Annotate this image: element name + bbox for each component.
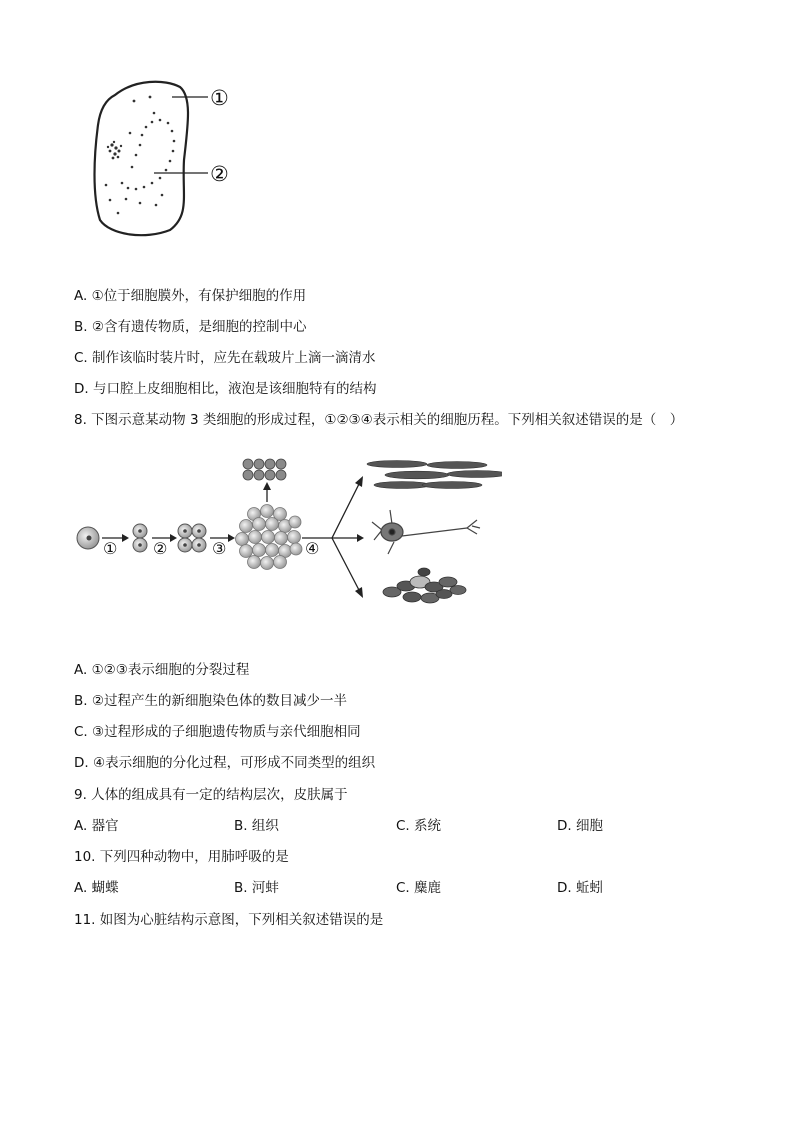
q9-stem: 9. 人体的组成具有一定的结构层次，皮肤属于 — [74, 787, 348, 803]
figure2-step-4: ④ — [305, 539, 320, 558]
blood-cells — [383, 568, 466, 603]
nerve-cell — [372, 510, 480, 554]
q9-option-a: A. 器官 — [74, 818, 119, 834]
q8-option-a: A. ①②③表示细胞的分裂过程 — [74, 662, 250, 678]
q7-option-d: D. 与口腔上皮细胞相比，液泡是该细胞特有的结构 — [74, 381, 377, 397]
q9-option-c: C. 系统 — [396, 818, 442, 834]
q7-option-a: A. ①位于细胞膜外，有保护细胞的作用 — [74, 288, 307, 304]
four-cells — [178, 524, 206, 552]
figure2-step-3: ③ — [212, 539, 227, 558]
q10-option-d: D. 蚯蚓 — [557, 880, 603, 896]
cell-wall-outline — [95, 82, 189, 235]
figure2-step-2: ② — [153, 539, 168, 558]
figure2-step-1: ① — [103, 539, 118, 558]
q9-option-b: B. 组织 — [234, 818, 279, 834]
q9-option-d: D. 细胞 — [557, 818, 603, 834]
cell-mass — [236, 505, 303, 570]
two-cells — [133, 524, 147, 552]
figure1-label-2: ② — [210, 162, 229, 186]
cell-tile — [243, 459, 286, 480]
q7-option-c: C. 制作该临时装片时，应先在载玻片上滴一滴清水 — [74, 350, 376, 366]
q10-stem: 10. 下列四种动物中，用肺呼吸的是 — [74, 849, 289, 865]
muscle-cells — [367, 461, 502, 489]
q10-option-c: C. 麋鹿 — [396, 880, 442, 896]
q10-option-b: B. 河蚌 — [234, 880, 279, 896]
q8-option-c: C. ③过程形成的子细胞遗传物质与亲代细胞相同 — [74, 724, 361, 740]
q8-option-d: D. ④表示细胞的分化过程，可形成不同类型的组织 — [74, 755, 376, 771]
q7-option-b: B. ②含有遗传物质，是细胞的控制中心 — [74, 319, 307, 335]
q8-option-b: B. ②过程产生的新细胞染色体的数目减少一半 — [74, 693, 347, 709]
plant-cell-figure — [80, 75, 260, 245]
q10-option-a: A. 蝴蝶 — [74, 880, 119, 896]
cell-differentiation-figure — [72, 452, 502, 612]
figure1-label-1: ① — [210, 86, 229, 110]
q8-stem: 8. 下图示意某动物 3 类细胞的形成过程，①②③④表示相关的细胞历程。下列相关叙述错误的是（ ） — [74, 412, 684, 428]
single-cell — [77, 527, 99, 549]
q11-stem: 11. 如图为心脏结构示意图，下列相关叙述错误的是 — [74, 912, 384, 928]
nucleus — [107, 141, 122, 160]
